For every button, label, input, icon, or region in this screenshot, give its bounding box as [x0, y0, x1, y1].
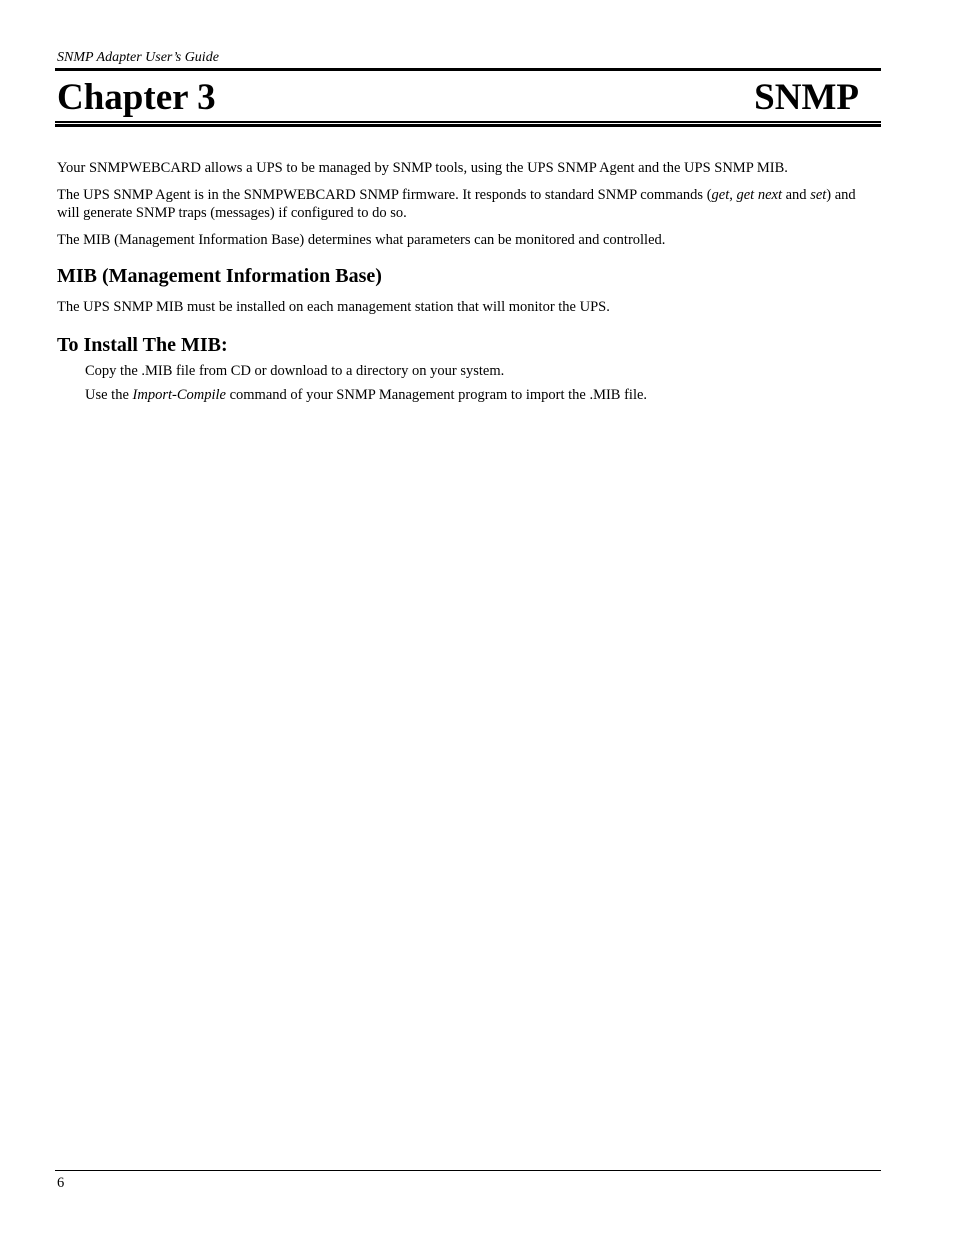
install-step-2 [85, 386, 877, 404]
page-body [57, 159, 877, 410]
chapter-heading [57, 74, 859, 122]
page-number: 6 [57, 1175, 65, 1191]
command-import-compile: Import-Compile [132, 387, 226, 403]
chapter-label: Chapter 3 [57, 77, 216, 118]
footer-rule [55, 1170, 881, 1171]
install-steps [57, 362, 877, 404]
text-run: ) and will generate SNMP traps (messages) if configured to do so. [57, 187, 856, 221]
intro-paragraph-2 [57, 186, 877, 222]
header-rule [55, 68, 881, 71]
mib-paragraph: The UPS SNMP MIB must be installed on each management station that will monitor the UPS. [57, 299, 610, 315]
running-header: SNMP Adapter User’s Guide [57, 50, 219, 65]
chapter-rule-thick [55, 124, 881, 127]
command-set: set [810, 187, 827, 203]
mib-section-heading: MIB (Management Information Base) [57, 265, 382, 287]
command-get: get [711, 187, 730, 203]
install-section-heading: To Install The MIB: [57, 334, 228, 356]
text-run: and [782, 187, 811, 203]
install-step-1: Copy the .MIB file from CD or download to a directory on your system. [85, 363, 505, 379]
intro-paragraph-3: The MIB (Management Information Base) determines what parameters can be monitored and controlled. [57, 232, 666, 248]
intro-paragraph-1: Your SNMPWEBCARD allows a UPS to be managed by SNMP tools, using the UPS SNMP Agent and the UPS SNMP MIB. [57, 160, 788, 176]
text-run: command of your SNMP Management program to import the .MIB file. [225, 387, 648, 403]
chapter-rule-thin [55, 121, 881, 123]
text-run: Use the [85, 387, 133, 403]
chapter-title: SNMP [754, 77, 859, 118]
command-get-next: get next [736, 187, 782, 203]
text-run: , [729, 187, 737, 203]
text-run: The UPS SNMP Agent is in the SNMPWEBCARD SNMP firmware. It responds to standard SNMP commands ( [57, 187, 712, 203]
